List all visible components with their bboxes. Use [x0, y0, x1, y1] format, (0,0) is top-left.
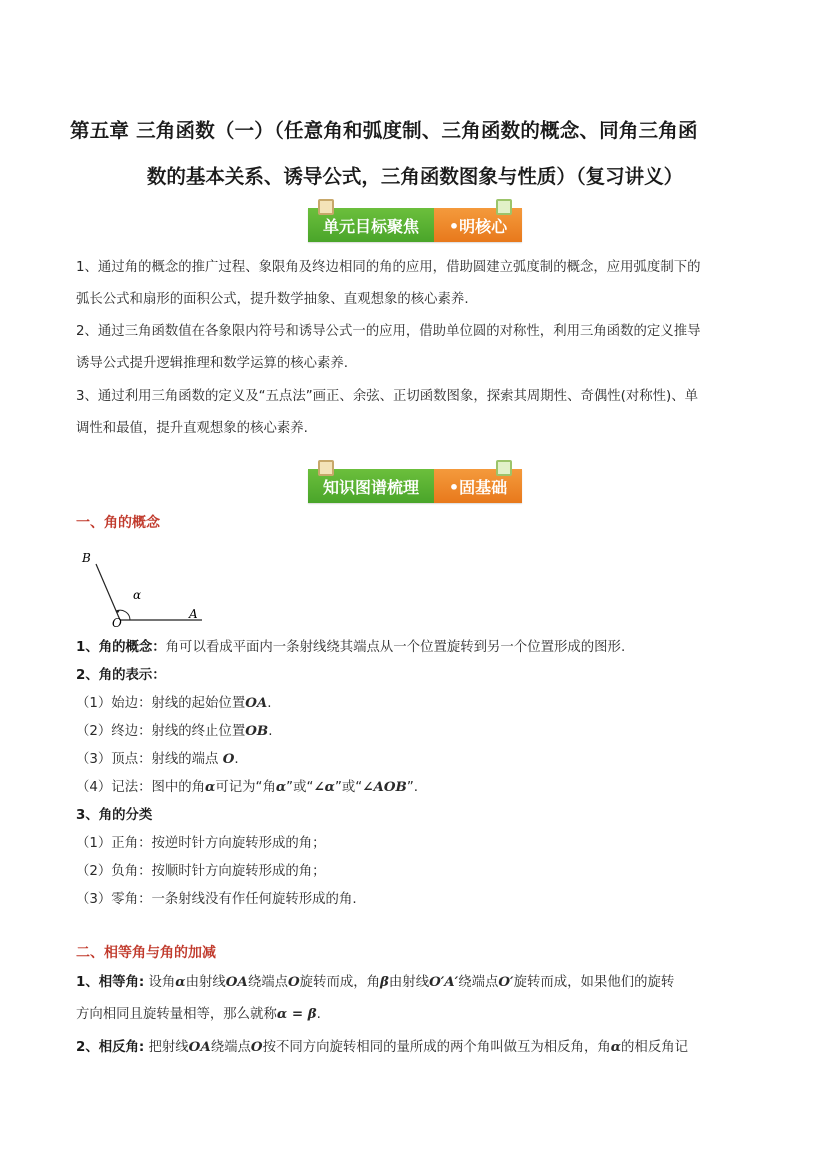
label-a: A	[189, 607, 198, 621]
goal-1-line-2: 弧长公式和扇形的面积公式，提升数学抽象、直观想象的核心素养.	[76, 292, 469, 307]
goal-3-line-2: 调性和最值，提升直观想象的核心素养.	[76, 421, 308, 436]
banner-orange-label: •明核心	[434, 208, 522, 242]
goal-paragraph-3	[76, 381, 756, 445]
goal-2-line-2: 诱导公式提升逻辑推理和数学运算的核心素养.	[76, 356, 349, 371]
section-heading-1: 一、角的概念	[76, 515, 160, 531]
representation-item-1: （1）始边：射线的起始位置OA.	[76, 695, 272, 711]
goal-2-line-1: 2、通过三角函数值在各象限内符号和诱导公式一的应用，借助单位圆的对称性，利用三角函数的定义推导	[76, 324, 701, 339]
equal-angle-line-1: 1、相等角: 设角α由射线OA绕端点O旋转而成，角β由射线O′A′绕端点O′旋转而成，如果他们的旋转	[76, 974, 675, 990]
angle-figure	[76, 544, 216, 628]
classification-heading	[76, 804, 152, 823]
goal-paragraph-1	[76, 252, 756, 316]
page-title	[70, 108, 760, 200]
banner-orange-label: •固基础	[434, 469, 522, 503]
banner-green-label: 单元目标聚焦	[308, 208, 434, 242]
angle-definition	[76, 636, 625, 655]
classification-item-3: （3）零角：一条射线没有作任何旋转形成的角.	[76, 892, 357, 907]
title-line-1: 第五章 三角函数（一）（任意角和弧度制、三角函数的概念、同角三角函	[70, 119, 698, 142]
banner-unit-goals	[308, 208, 522, 242]
label-b: B	[82, 551, 91, 565]
classification-item-2: （2）负角：按顺时针方向旋转形成的角；	[76, 864, 326, 879]
banner-green-label: 知识图谱梳理	[308, 469, 434, 503]
paper-clip-icon	[496, 199, 512, 215]
goal-3-line-1: 3、通过利用三角函数的定义及“五点法”画正、余弦、正切函数图象，探索其周期性、奇偶性(对称性)、单	[76, 389, 699, 404]
classification-item-1: （1）正角：按逆时针方向旋转形成的角；	[76, 836, 326, 851]
definition-text: 角可以看成平面内一条射线绕其端点从一个位置旋转到另一个位置形成的图形.	[165, 640, 626, 655]
section-heading-2: 二、相等角与角的加减	[76, 945, 216, 961]
opposite-angle-line-1: 2、相反角: 把射线OA绕端点O按不同方向旋转相同的量所成的两个角叫做互为相反角，角α的相反角记	[76, 1039, 688, 1055]
banner-knowledge-map	[308, 469, 522, 503]
representation-item-3: （3）顶点：射线的端点 O.	[76, 751, 239, 767]
representation-heading	[76, 664, 166, 683]
label-alpha: α	[133, 588, 142, 602]
paper-clip-icon	[318, 199, 334, 215]
representation-label: 2、角的表示：	[76, 668, 166, 683]
goal-paragraph-2	[76, 316, 756, 380]
representation-item-4: （4）记法：图中的角α可记为“角α”或“∠α”或“∠AOB”.	[76, 779, 419, 795]
paper-clip-icon	[496, 460, 512, 476]
representation-item-2: （2）终边：射线的终止位置OB.	[76, 723, 273, 739]
classification-label: 3、角的分类	[76, 808, 153, 823]
label-o: O	[112, 616, 122, 628]
equal-angle-line-2: 方向相同且旋转量相等，那么就称α = β.	[76, 1006, 321, 1022]
paper-clip-icon	[318, 460, 334, 476]
title-line-2: 数的基本关系、诱导公式，三角函数图象与性质）（复习讲义）	[146, 165, 684, 188]
goal-1-line-1: 1、通过角的概念的推广过程、象限角及终边相同的角的应用，借助圆建立弧度制的概念，应用弧度制下的	[76, 260, 701, 275]
ray-ob	[96, 564, 120, 620]
definition-label: 1、角的概念：	[76, 640, 166, 655]
